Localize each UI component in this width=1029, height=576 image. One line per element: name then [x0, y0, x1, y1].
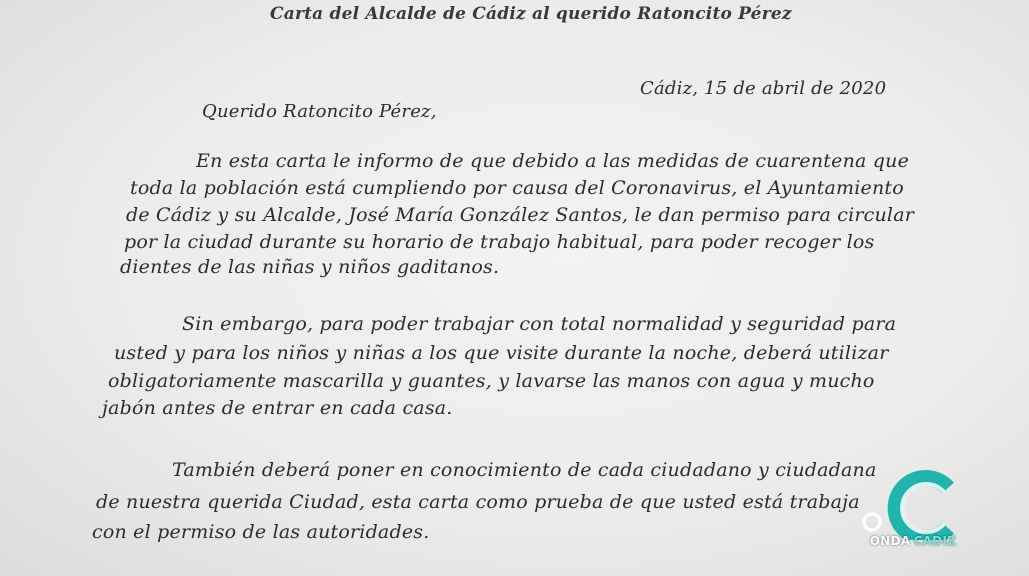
paragraph-1-line: toda la población está cumpliendo por causa del Coronavirus, el Ayuntamiento	[130, 177, 904, 199]
letter-salutation: Querido Ratoncito Pérez,	[202, 101, 437, 122]
logo-word-cadiz: CÁDIZ	[913, 534, 957, 548]
letter-title: Carta del Alcalde de Cádiz al querido Ratoncito Pérez	[270, 4, 792, 24]
onda-cadiz-logo	[858, 470, 968, 556]
paragraph-2-line: obligatoriamente mascarilla y guantes, y lavarse las manos con agua y mucho	[108, 370, 875, 392]
paragraph-3-line: con el permiso de las autoridades.	[92, 521, 430, 543]
logo-wordmark	[858, 534, 968, 548]
onda-cadiz-c-icon	[858, 470, 968, 540]
paragraph-2-line: Sin embargo, para poder trabajar con total normalidad y seguridad para	[182, 313, 897, 335]
letter-date: Cádiz, 15 de abril de 2020	[640, 78, 887, 99]
paragraph-1-line: En esta carta le informo de que debido a las medidas de cuarentena que	[196, 150, 910, 172]
paragraph-1-line: de Cádiz y su Alcalde, José María González Santos, le dan permiso para circular	[126, 204, 915, 226]
paragraph-3-line: de nuestra querida Ciudad, esta carta como prueba de que usted está trabaja	[96, 491, 860, 513]
paragraph-1-line: dientes de las niñas y niños gaditanos.	[120, 256, 500, 278]
logo-word-onda: ONDA	[869, 534, 911, 548]
paragraph-1-line: por la ciudad durante su horario de trabajo habitual, para poder recoger los	[124, 231, 875, 253]
paragraph-2-line: usted y para los niños y niñas a los que visite durante la noche, deberá utilizar	[114, 342, 889, 364]
paragraph-2-line: jabón antes de entrar en cada casa.	[102, 397, 453, 419]
paragraph-3-line: También deberá poner en conocimiento de cada ciudadano y ciudadana	[172, 459, 877, 481]
